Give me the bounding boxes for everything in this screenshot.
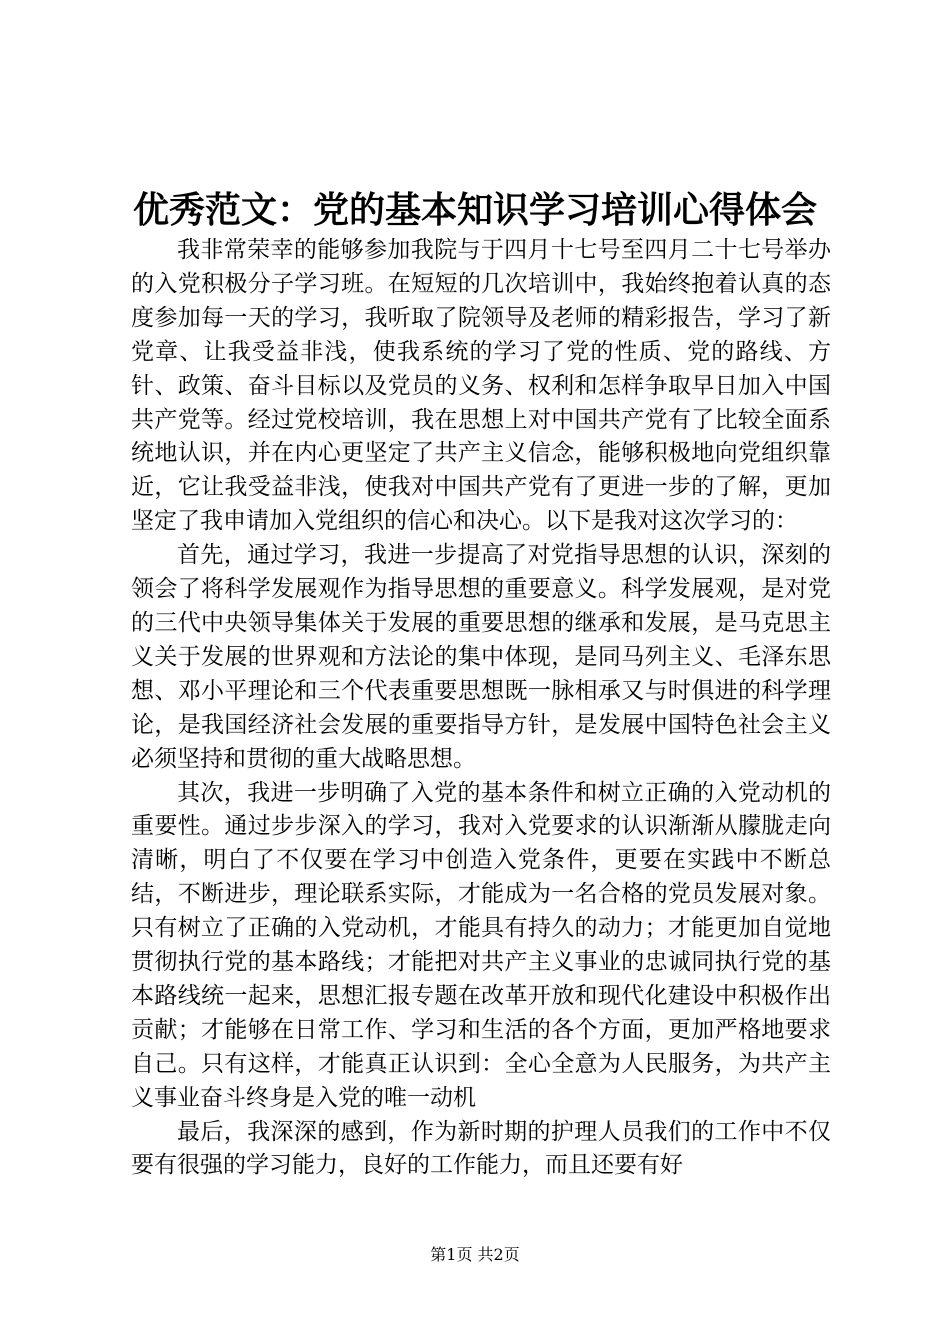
paragraph-4: 最后，我深深的感到，作为新时期的护理人员我们的工作中不仅要有很强的学习能力，良好的工作能力，而且还要有好: [131, 1118, 831, 1179]
page-title: 优秀范文：党的基本知识学习培训心得体会: [132, 189, 817, 231]
page-number: 第1页 共2页: [430, 1245, 520, 1264]
paragraph-2: 首先，通过学习，我进一步提高了对党指导思想的认识，深刻的领会了将科学发展观作为指导思想的重要意义。科学发展观，是对党的三代中央领导集体关于发展的重要思想的继承和发展，是马克思主义关于发展的世界观和方法论的集中体现，是同马列主义、毛泽东思想、邓小平理论和三个代表重要思想既一脉相承又与时俱进的科学理论，是我国经济社会发展的重要指导方针，是发展中国特色社会主义必须坚持和贯彻的重大战略思想。: [131, 542, 831, 772]
paragraph-1: 我非常荣幸的能够参加我院与于四月十七号至四月二十七号举办的入党积极分子学习班。在短短的几次培训中，我始终抱着认真的态度参加每一天的学习，我听取了院领导及老师的精彩报告，学习了新党章、让我受益非浅，使我系统的学习了党的性质、党的路线、方针、政策、奋斗目标以及党员的义务、权利和怎样争取早日加入中国共产党等。经过党校培训，我在思想上对中国共产党有了比较全面系统地认识，并在内心更坚定了共产主义信念，能够积极地向党组织靠近，它让我受益非浅，使我对中国共产党有了更进一步的了解，更加坚定了我申请加入党组织的信心和决心。以下是我对这次学习的：: [131, 237, 831, 535]
paragraph-3: 其次，我进一步明确了入党的基本条件和树立正确的入党动机的重要性。通过步步深入的学习，我对入党要求的认识渐渐从朦胧走向清晰，明白了不仅要在学习中创造入党条件，更要在实践中不断总结，不断进步，理论联系实际，才能成为一名合格的党员发展对象。只有树立了正确的入党动机，才能具有持久的动力；才能更加自觉地贯彻执行党的基本路线；才能把对共产主义事业的忠诚同执行党的基本路线统一起来，思想汇报专题在改革开放和现代化建设中积极作出贡献；才能够在日常工作、学习和生活的各个方面，更加严格地要求自己。只有这样，才能真正认识到：全心全意为人民服务，为共产主义事业奋斗终身是入党的唯一动机: [131, 779, 831, 1111]
document-body: [131, 234, 831, 1183]
